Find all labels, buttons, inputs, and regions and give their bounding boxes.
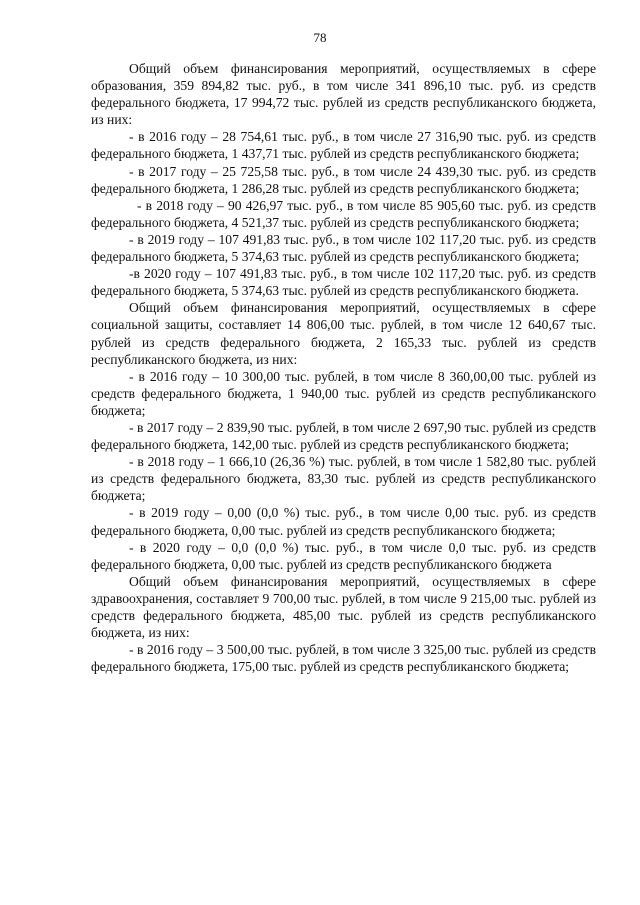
document-body: [91, 60, 596, 675]
page-number: 78: [313, 30, 327, 45]
paragraph-education-2019: - в 2019 году – 107 491,83 тыс. руб., в том числе 102 117,20 тыс. руб. из средств федерального бюджета, 5 374,63 тыс. рублей из средств республиканского бюджета;: [91, 231, 596, 265]
paragraph-social-2017: - в 2017 году – 2 839,90 тыс. рублей, в том числе 2 697,90 тыс. рублей из средств федерального бюджета, 142,00 тыс. рублей из средств республиканского бюджета;: [91, 419, 596, 453]
paragraph-health-total: Общий объем финансирования мероприятий, осуществляемых в сфере здравоохранения, составляет 9 700,00 тыс. рублей, в том числе 9 215,00 тыс. рублей из средств федерального бюджета, 485,00 тыс. рублей из средств республиканского бюджета, из них:: [91, 573, 596, 641]
paragraph-social-2018: - в 2018 году – 1 666,10 (26,36 %) тыс. рублей, в том числе 1 582,80 тыс. рублей из средств федерального бюджета, 83,30 тыс. рублей из средств республиканского бюджета;: [91, 454, 596, 504]
paragraph-social-2016: - в 2016 году – 10 300,00 тыс. рублей, в том числе 8 360,00,00 тыс. рублей из средств федерального бюджета, 1 940,00 тыс. рублей из средств республиканского бюджета;: [91, 368, 596, 418]
paragraph-education-2018: - в 2018 году – 90 426,97 тыс. руб., в том числе 85 905,60 тыс. руб. из средств федерального бюджета, 4 521,37 тыс. рублей из средств республиканского бюджета;: [91, 197, 596, 230]
paragraph-education-total: Общий объем финансирования мероприятий, осуществляемых в сфере образования, 359 894,82 тыс. руб., в том числе 341 896,10 тыс. руб. из средств федерального бюджета, 17 994,72 тыс. рублей из средств республиканского бюджета, из них:: [91, 61, 596, 128]
paragraph-health-2016: - в 2016 году – 3 500,00 тыс. рублей, в том числе 3 325,00 тыс. рублей из средств федерального бюджета, 175,00 тыс. рублей из средств республиканского бюджета;: [91, 642, 596, 675]
paragraph-education-2020: -в 2020 году – 107 491,83 тыс. руб., в том числе 102 117,20 тыс. руб. из средств федерального бюджета, 5 374,63 тыс. рублей из средств республиканского бюджета.: [91, 266, 596, 299]
paragraph-social-2019: - в 2019 году – 0,00 (0,0 %) тыс. руб., в том числе 0,00 тыс. руб. из средств федерального бюджета, 0,00 тыс. рублей из средств республиканского бюджета;: [91, 505, 596, 538]
paragraph-education-2017: - в 2017 году – 25 725,58 тыс. руб., в том числе 24 439,30 тыс. руб. из средств федерального бюджета, 1 286,28 тыс. рублей из средств республиканского бюджета;: [91, 163, 596, 196]
paragraph-social-2020: - в 2020 году – 0,0 (0,0 %) тыс. руб., в том числе 0,0 тыс. руб. из средств федерального бюджета, 0,00 тыс. рублей из средств республиканского бюджета: [91, 539, 596, 572]
paragraph-social-total: Общий объем финансирования мероприятий, осуществляемых в сфере социальной защиты, составляет 14 806,00 тыс. рублей, в том числе 12 640,67 тыс. рублей из средств федерального бюджета, 2 165,33 тыс. рублей из средств республиканского бюджета, из них:: [91, 300, 596, 367]
paragraph-education-2016: - в 2016 году – 28 754,61 тыс. руб., в том числе 27 316,90 тыс. руб. из средств федерального бюджета, 1 437,71 тыс. рублей из средств республиканского бюджета;: [91, 129, 596, 162]
